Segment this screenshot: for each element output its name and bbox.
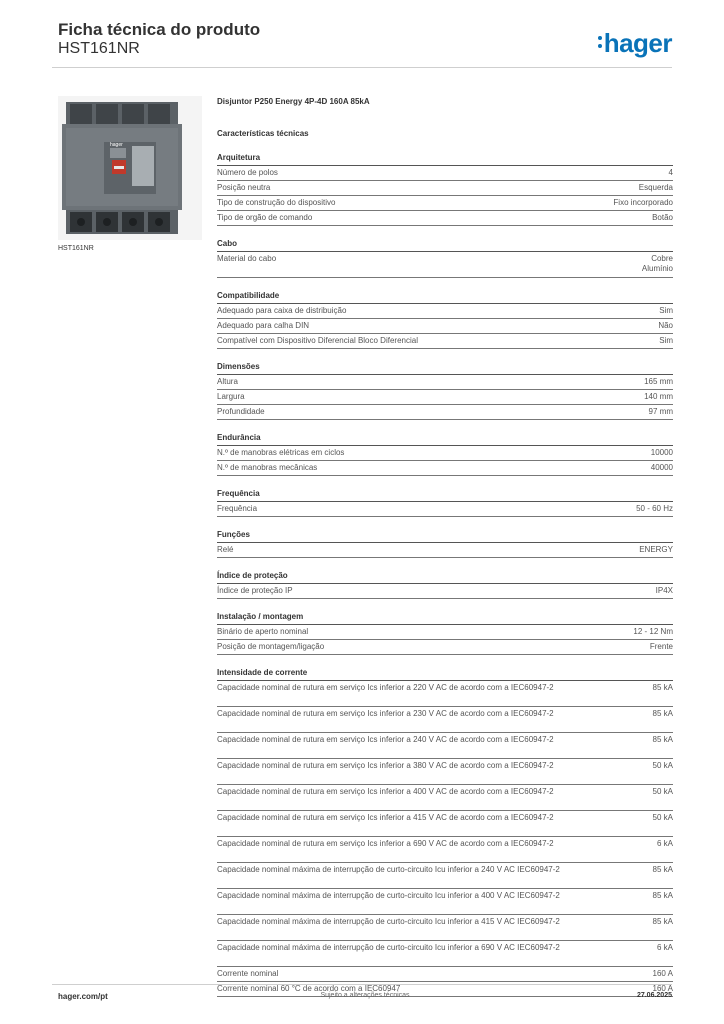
spec-section: [217, 238, 673, 278]
image-caption: HST161NR: [58, 245, 94, 252]
spec-value: 50 kA: [652, 761, 673, 770]
spec-section: [217, 488, 673, 517]
spec-value: 85 kA: [652, 683, 673, 692]
spec-label: Posição de montagem/ligação: [217, 642, 325, 651]
spec-value: 40000: [650, 463, 673, 472]
spec-row: [217, 304, 673, 319]
spec-label: Tipo de orgão de comando: [217, 213, 313, 222]
spec-row: [217, 375, 673, 390]
spec-value: 6 kA: [656, 943, 673, 952]
spec-section: [217, 529, 673, 558]
section-title: Funções: [217, 529, 673, 543]
spec-value: 160 A: [652, 984, 673, 993]
spec-section: [217, 152, 673, 226]
spec-value: 10000: [650, 448, 673, 457]
spec-label: Capacidade nominal de rutura em serviço Ics inferior a 400 V AC de acordo com a IEC60947-2: [217, 787, 554, 796]
spec-value: Frente: [649, 642, 673, 651]
spec-value: 97 mm: [648, 407, 673, 416]
spec-row: [217, 461, 673, 476]
spec-label: Capacidade nominal de rutura em serviço Ics inferior a 690 V AC de acordo com a IEC60947-2: [217, 839, 554, 848]
spec-label: Material do cabo: [217, 254, 277, 263]
spec-row: [217, 502, 673, 517]
spec-row: [217, 889, 673, 915]
spec-row: [217, 811, 673, 837]
spec-row: [217, 211, 673, 226]
spec-value: 85 kA: [652, 865, 673, 874]
spec-value: 50 - 60 Hz: [636, 504, 673, 513]
spec-label: Relé: [217, 545, 234, 554]
spec-row: [217, 707, 673, 733]
logo-dots-icon: [598, 28, 603, 48]
spec-label: Número de polos: [217, 168, 278, 177]
spec-label: Capacidade nominal de rutura em serviço Ics inferior a 415 V AC de acordo com a IEC60947-2: [217, 813, 554, 822]
spec-row: [217, 405, 673, 420]
spec-value: Esquerda: [638, 183, 673, 192]
spec-label: Capacidade nominal máxima de interrupção de curto-circuito Icu inferior a 240 V AC IEC60947-2: [217, 865, 560, 874]
spec-row: [217, 181, 673, 196]
spec-label: Capacidade nominal máxima de interrupção de curto-circuito Icu inferior a 690 V AC IEC60947-2: [217, 943, 560, 952]
spec-label: Profundidade: [217, 407, 265, 416]
spec-row: [217, 446, 673, 461]
section-title: Arquitetura: [217, 152, 673, 166]
spec-label: Capacidade nominal de rutura em serviço Ics inferior a 380 V AC de acordo com a IEC60947-2: [217, 761, 554, 770]
footer-divider: [52, 984, 672, 985]
footer-site: hager.com/pt: [58, 992, 108, 1001]
spec-row: [217, 733, 673, 759]
spec-row: [217, 759, 673, 785]
spec-section: [217, 570, 673, 599]
spec-label: Capacidade nominal máxima de interrupção de curto-circuito Icu inferior a 415 V AC IEC60947-2: [217, 917, 560, 926]
spec-value: 6 kA: [656, 839, 673, 848]
section-title: Intensidade de corrente: [217, 667, 673, 681]
spec-label: Largura: [217, 392, 245, 401]
spec-value: 50 kA: [652, 813, 673, 822]
spec-row: [217, 640, 673, 655]
spec-value: Sim: [659, 306, 673, 315]
panel-brand-label: hager: [110, 142, 123, 148]
spec-value: Não: [658, 321, 673, 330]
spec-value: 85 kA: [652, 891, 673, 900]
spec-row: [217, 915, 673, 941]
footer-date: 27.06.2025: [636, 992, 672, 999]
footer-note: Sujeito a alterações técnicas: [320, 992, 410, 999]
logo-text: hager: [603, 28, 672, 58]
spec-row: [217, 941, 673, 967]
spec-section: [217, 290, 673, 349]
spec-row: [217, 319, 673, 334]
spec-label: Capacidade nominal máxima de interrupção de curto-circuito Icu inferior a 400 V AC IEC60947-2: [217, 891, 560, 900]
spec-row: [217, 967, 673, 982]
spec-value: 12 - 12 Nm: [633, 627, 673, 636]
section-title: Endurância: [217, 432, 673, 446]
spec-row: [217, 837, 673, 863]
page-title: Ficha técnica do produto: [58, 20, 261, 39]
spec-sections: [217, 152, 673, 997]
spec-label: N.º de manobras elétricas em ciclos: [217, 448, 345, 457]
spec-row: [217, 196, 673, 211]
spec-value: 165 mm: [644, 377, 673, 386]
spec-label: Posição neutra: [217, 183, 271, 192]
spec-section: [217, 611, 673, 655]
spec-section: [217, 432, 673, 476]
spec-label: Corrente nominal 60 °C de acordo com a IEC60947: [217, 984, 401, 993]
spec-label: Tipo de construção do dispositivo: [217, 198, 336, 207]
section-title: Cabo: [217, 238, 673, 252]
spec-value: ENERGY: [639, 545, 673, 554]
spec-row: [217, 252, 673, 278]
spec-value: 4: [668, 168, 673, 177]
spec-label: Capacidade nominal de rutura em serviço Ics inferior a 220 V AC de acordo com a IEC60947-2: [217, 683, 554, 692]
section-title: Instalação / montagem: [217, 611, 673, 625]
spec-label: Adequado para calha DIN: [217, 321, 310, 330]
spec-label: Binário de aperto nominal: [217, 627, 309, 636]
spec-label: Compatível com Dispositivo Diferencial Bloco Diferencial: [217, 336, 418, 345]
spec-label: Altura: [217, 377, 238, 386]
header-divider: [52, 67, 672, 68]
spec-row: [217, 543, 673, 558]
circuit-breaker-illustration: [58, 96, 202, 240]
spec-label: Corrente nominal: [217, 969, 279, 978]
hager-logo: [598, 28, 672, 59]
spec-row: [217, 785, 673, 811]
section-title: Dimensões: [217, 361, 673, 375]
spec-section: [217, 667, 673, 997]
spec-label: Adequado para caixa de distribuição: [217, 306, 347, 315]
spec-row: [217, 863, 673, 889]
section-title: Índice de proteção: [217, 570, 673, 584]
product-name: Disjuntor P250 Energy 4P-4D 160A 85kA: [217, 97, 370, 106]
spec-value: 85 kA: [652, 709, 673, 718]
page-footer: [58, 992, 672, 1006]
spec-value: 85 kA: [652, 735, 673, 744]
section-title: Frequência: [217, 488, 673, 502]
spec-value: IP4X: [655, 586, 673, 595]
spec-value: Sim: [659, 336, 673, 345]
spec-value: 140 mm: [644, 392, 673, 401]
section-title: Compatibilidade: [217, 290, 673, 304]
tech-specs-title: Características técnicas: [217, 129, 309, 138]
spec-label: Índice de proteção IP: [217, 586, 293, 595]
spec-row: [217, 334, 673, 349]
spec-label: Frequência: [217, 504, 258, 513]
spec-row: [217, 625, 673, 640]
page-header: [58, 20, 672, 68]
spec-value: Fixo incorporado: [613, 198, 673, 207]
spec-value: 50 kA: [652, 787, 673, 796]
spec-row: [217, 584, 673, 599]
spec-value: 160 A: [652, 969, 673, 978]
spec-row: [217, 681, 673, 707]
spec-content: [217, 96, 673, 997]
spec-value: Cobre Alumínio: [641, 254, 673, 273]
spec-row: [217, 166, 673, 181]
spec-label: N.º de manobras mecânicas: [217, 463, 318, 472]
spec-value: 85 kA: [652, 917, 673, 926]
spec-label: Capacidade nominal de rutura em serviço Ics inferior a 230 V AC de acordo com a IEC60947-2: [217, 709, 554, 718]
product-image: [58, 96, 202, 240]
product-code: HST161NR: [58, 40, 140, 57]
spec-section: [217, 361, 673, 420]
spec-row: [217, 390, 673, 405]
spec-label: Capacidade nominal de rutura em serviço Ics inferior a 240 V AC de acordo com a IEC60947-2: [217, 735, 554, 744]
spec-value: Botão: [652, 213, 673, 222]
